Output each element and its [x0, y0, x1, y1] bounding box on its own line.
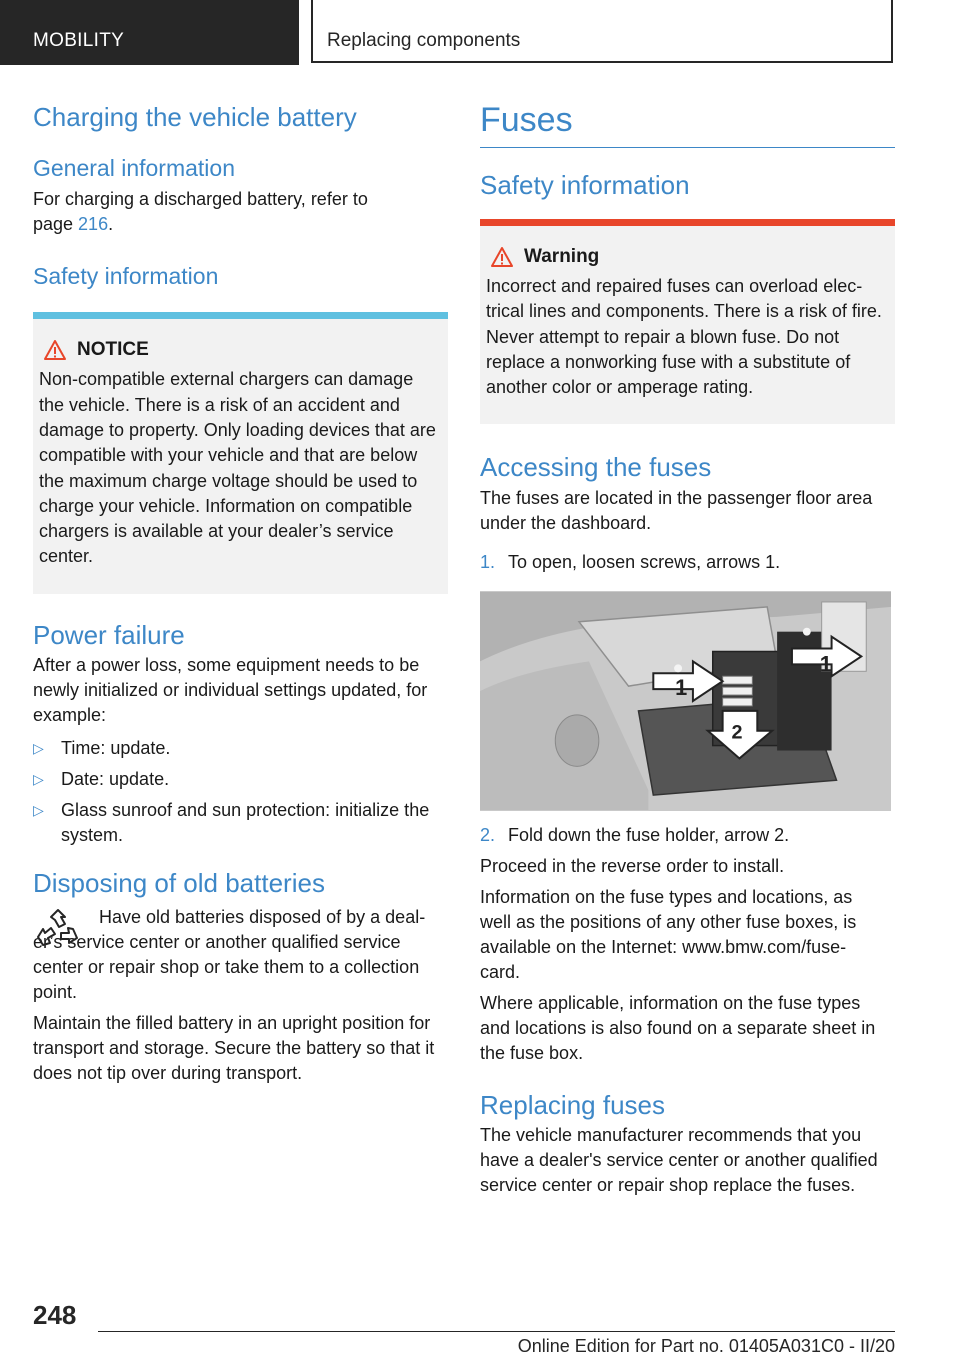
- notice-label: NOTICE: [77, 339, 149, 361]
- recycling-icon: [33, 907, 83, 957]
- page-number: 248: [33, 1300, 77, 1330]
- general-info-sentence: For charging a discharged battery, refer to page: [33, 188, 368, 234]
- general-info-text: [33, 187, 403, 237]
- list-item: [33, 798, 431, 848]
- warning-bar: [480, 219, 895, 226]
- fuses-safety-heading: Safety information: [480, 169, 690, 200]
- accessing-text: The fuses are located in the passenger floor area under the dashboard.: [480, 487, 873, 533]
- header-section-tab: [0, 0, 299, 65]
- replacing-heading: Replacing fuses: [480, 1089, 665, 1120]
- disposing-text-2: Maintain the filled battery in an upright position for transport and storage. Secure the battery so that it does not tip over during transport.: [33, 1013, 435, 1084]
- step-1-number: 1.: [480, 551, 496, 572]
- left-column: [33, 100, 448, 1086]
- notice-text: Non-compatible external chargers can damage the vehicle. There is a risk of an accident and damage to property. Only loading devices that are compatible with your vehicle and that are below the maximum charge voltage should be used to charge your vehicle. Information on compatible chargers is available at your dealer’s service center.: [39, 369, 436, 567]
- bullet-triangle-icon: ▷: [33, 801, 44, 818]
- page-link-216[interactable]: 216: [78, 213, 109, 234]
- general-info-period: .: [108, 213, 114, 234]
- power-failure-heading: Power failure: [33, 619, 185, 650]
- accessing-heading: Accessing the fuses: [480, 452, 712, 483]
- arrow-2-label: 2: [731, 721, 743, 744]
- replacing-text: The vehicle manufacturer recommends that you have a dealer's service center or another qualified service center or repair shop replace the fuses.: [480, 1124, 878, 1195]
- battery-title: Charging the vehicle battery: [33, 102, 357, 132]
- step-1-text: To open, loosen screws, arrows 1.: [508, 551, 781, 572]
- header-chapter-tab: [311, 0, 893, 63]
- step-2: [480, 823, 895, 848]
- fuses-title-rule: [480, 147, 895, 148]
- power-failure-list: [33, 736, 448, 848]
- fuse-box-illustration: [480, 591, 891, 811]
- bullet-triangle-icon: ▷: [33, 739, 44, 756]
- notice-head: [43, 339, 448, 361]
- arrow-1-left-label: 1: [675, 674, 688, 700]
- notice-bar: [33, 312, 448, 319]
- step-2-text: Fold down the fuse holder, arrow 2.: [508, 824, 790, 845]
- general-info-heading: General information: [33, 155, 235, 182]
- disposing-text: Have old batteries disposed of by a dealer’s service center or another qualified service center or repair shop or take them to a collection point.: [33, 907, 426, 1003]
- step-1: [480, 550, 895, 575]
- warning-head: [490, 246, 895, 268]
- sheet-text: Where applicable, information on the fuse types and locations is also found on a separate sheet in the fuse box.: [480, 992, 876, 1063]
- list-item: [33, 736, 448, 761]
- notice-callout: [33, 312, 448, 593]
- warning-text: Incorrect and repaired fuses can overload electrical lines and components. There is a risk of fire. Never attempt to repair a blown fuse. Do not replace a nonworking fuse with a substitute of another color or amperage rating.: [486, 275, 882, 398]
- footer-rule: [98, 1331, 895, 1332]
- list-item-text: Time: update.: [61, 737, 171, 758]
- warning-label: Warning: [524, 245, 600, 267]
- disposing-heading: Disposing of old batteries: [33, 867, 325, 898]
- bullet-triangle-icon: ▷: [33, 770, 44, 787]
- arrow-1-right-label: 1: [819, 650, 832, 676]
- header-chapter-label: Replacing components: [327, 30, 521, 51]
- header-section-label: MOBILITY: [33, 30, 125, 51]
- warning-callout: [480, 219, 895, 424]
- disposing-block: [33, 905, 448, 1005]
- list-item-text: Glass sunroof and sun protection: initialize the system.: [61, 799, 430, 845]
- reverse-text: Proceed in the reverse order to install.: [480, 855, 785, 876]
- internet-text: Information on the fuse types and locations, as well as the positions of any other fuse boxes, is available on the Internet: www.bmw.com/fuse-card.: [480, 886, 857, 982]
- step-2-number: 2.: [480, 824, 496, 845]
- warning-triangle-icon: [490, 246, 514, 268]
- list-item: [33, 767, 448, 792]
- right-column: [480, 100, 895, 1198]
- list-item-text: Date: update.: [61, 768, 170, 789]
- power-failure-text: After a power loss, some equipment needs to be newly initialized or individual settings updated, for example:: [33, 654, 428, 725]
- warning-triangle-icon: [43, 339, 67, 361]
- fuses-title: Fuses: [480, 101, 573, 139]
- edition-text: Online Edition for Part no. 01405A031C0 - II/20: [517, 1336, 895, 1356]
- battery-safety-heading: Safety information: [33, 262, 219, 289]
